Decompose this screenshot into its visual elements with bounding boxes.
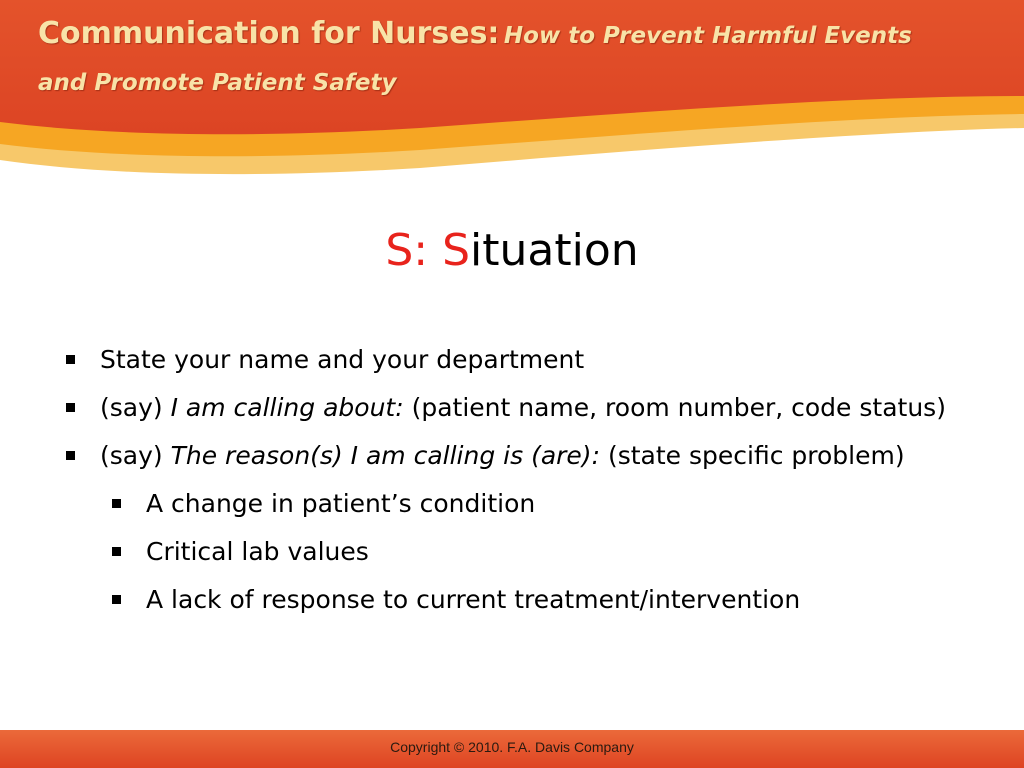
bullet-item bbox=[60, 388, 960, 428]
square-bullet-icon bbox=[66, 451, 75, 460]
bullet-item bbox=[60, 340, 960, 380]
sub-bullet-text: A lack of response to current treatment/intervention bbox=[146, 585, 801, 614]
bullet-list bbox=[60, 340, 960, 628]
slide-title-prefix: S: bbox=[385, 225, 443, 276]
square-bullet-icon bbox=[112, 499, 121, 508]
bullet-text-rest: (state specific problem) bbox=[600, 441, 905, 470]
slide-title bbox=[0, 225, 1024, 276]
sub-bullet-item bbox=[106, 532, 960, 572]
bullet-text: State your name and your department bbox=[100, 345, 585, 374]
sub-bullet-text: A change in patient’s condition bbox=[146, 489, 536, 518]
bullet-item bbox=[60, 436, 960, 476]
sub-bullet-text: Critical lab values bbox=[146, 537, 369, 566]
square-bullet-icon bbox=[66, 403, 75, 412]
slide-title-rest: ituation bbox=[470, 225, 639, 276]
bullet-text-rest: (patient name, room number, code status) bbox=[403, 393, 946, 422]
bullet-say: (say) bbox=[100, 441, 171, 470]
sub-bullet-item bbox=[106, 484, 960, 524]
sub-bullet-item bbox=[106, 580, 960, 620]
copyright-text: Copyright © 2010. F.A. Davis Company bbox=[390, 739, 634, 755]
square-bullet-icon bbox=[66, 355, 75, 364]
header-title-sub-line2: and Promote Patient Safety bbox=[38, 70, 397, 96]
bullet-italic-phrase: The reason(s) I am calling is (are): bbox=[170, 441, 600, 470]
header-title-main: Communication for Nurses: bbox=[38, 16, 500, 51]
bullet-say: (say) bbox=[100, 393, 171, 422]
header-title bbox=[38, 12, 998, 108]
header-title-sub-line1: How to Prevent Harmful Events bbox=[503, 23, 912, 49]
slide-title-initial: S bbox=[442, 225, 471, 276]
square-bullet-icon bbox=[112, 595, 121, 604]
square-bullet-icon bbox=[112, 547, 121, 556]
footer-bar bbox=[0, 730, 1024, 768]
bullet-italic-phrase: I am calling about: bbox=[170, 393, 404, 422]
